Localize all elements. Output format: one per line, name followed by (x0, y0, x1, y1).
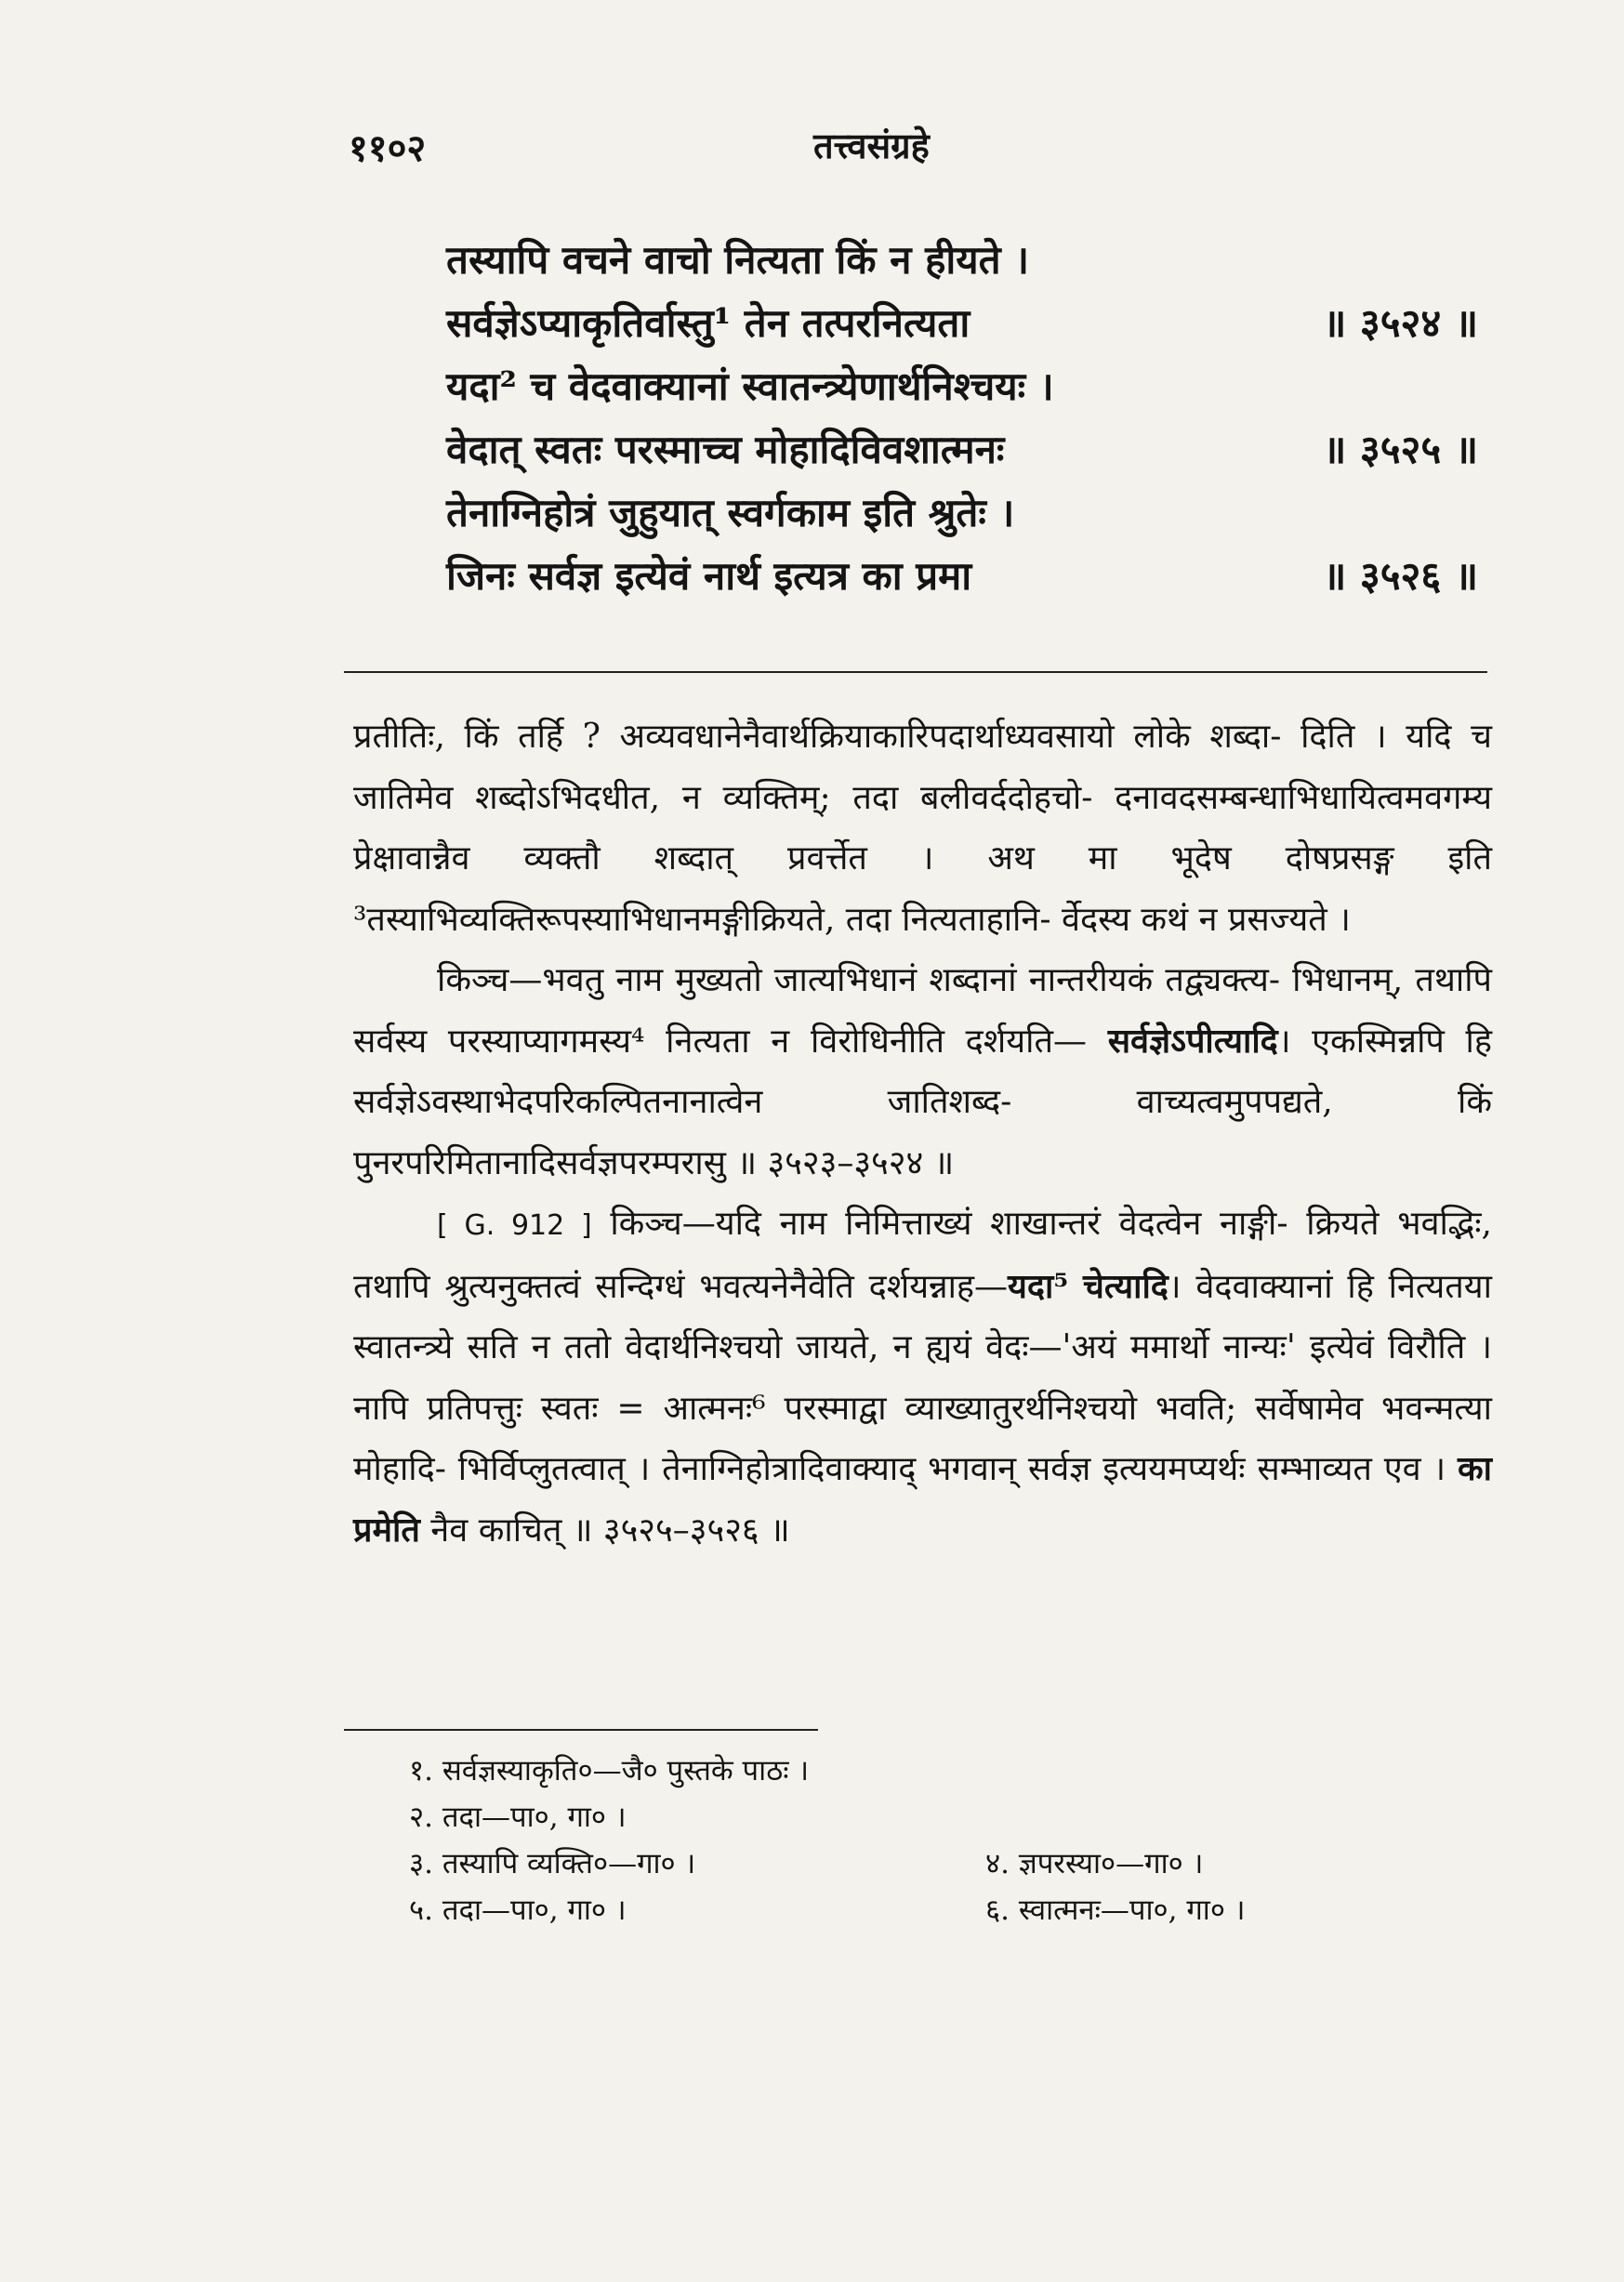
verse-line (446, 422, 1478, 485)
footnote: २. तदा—पा०, गा० । (409, 1801, 627, 1834)
verse-text: यदा² च वेदवाक्यानां स्वातन्त्र्येणार्थनिश्चयः । (446, 363, 1054, 409)
verse-number: ॥ ३५२६ ॥ (1323, 553, 1478, 599)
commentary-line: एव । (1383, 1450, 1458, 1488)
commentary-line: न ह्ययं वेदः—'अयं ममार्थो नान्यः' इत्येवं विरौति । नापि प्रतिपत्तुः स्वतः = (353, 1328, 1492, 1428)
footnote: ६. स्वात्मनः—पा०, गा० । (985, 1893, 1246, 1927)
pratika-quote: चेत्यादि (1082, 1266, 1168, 1306)
commentary-paragraph (353, 1194, 1492, 1561)
commentary-line: किञ्च—यदि नाम निमित्ताख्यं शाखान्तरं वेदत्वेन नाङ्गी- (591, 1205, 1288, 1243)
running-title: तत्त्वसंग्रहे (813, 125, 930, 166)
commentary-line: प्रतीतिः, किं तर्हि ? अव्यवधानेनैवार्थक्रियाकारिपदार्थाध्यवसायो लोके शब्दा- (353, 718, 1282, 756)
commentary-line: नैव काचित् ॥ ३५२५–३५२६ ॥ (419, 1510, 790, 1550)
verse-text: सर्वज्ञेऽप्याकृतिर्वास्तु¹ तेन तत्परनित्यता (446, 300, 970, 346)
verse-block (446, 232, 1478, 612)
commentary-line: किञ्च—भवतु नाम मुख्यतो जात्यभिधानं शब्दानां नान्तरीयकं तद्व्यक्त्य- (437, 961, 1281, 999)
footnote-row (409, 1748, 1478, 1794)
verse-number: ॥ ३५२४ ॥ (1323, 300, 1478, 346)
commentary-line: भिधानम्, तथापि सर्वस्य परस्याप्यागमस्य⁴ नित्यता न विरोधिनीति दर्शयति— (353, 961, 1492, 1061)
pratika-quote: का प्रमेति (353, 1449, 1492, 1550)
footnote-row (409, 1840, 1478, 1887)
commentary-line: र्वेदस्य कथं न प्रसज्यते । (1061, 900, 1351, 939)
pratika-quote: यदा⁵ (1008, 1266, 1069, 1306)
gaekwad-page-reference: [ G. 912 ] (437, 1209, 592, 1242)
commentary-block (353, 706, 1492, 1561)
commentary-line: दिति । यदि च जातिमेव शब्दोऽभिदधीत, न व्यक्तिम्; तदा बलीवर्ददोहचो- (353, 718, 1493, 817)
verse-text: वेदात् स्वतः परस्माच्च मोहादिविवशात्मनः (446, 427, 1005, 472)
verse-text: जिनः सर्वज्ञ इत्येवं नार्थ इत्यत्र का प्रमा (446, 553, 972, 599)
verse-text: तेनाग्निहोत्रं जुहुयात् स्वर्गकाम इति श्रुतेः । (446, 490, 1015, 535)
commentary-line: दनावदसम्बन्धाभिधायित्वमवगम्य प्रेक्षावान्नैव व्यक्तौ शब्दात् प्रवर्त्तेत । अथ मा भूदेष (353, 778, 1492, 877)
commentary-line: क्रियते भवद्भिः, तथापि श्रुत्यनुक्तत्वं सन्दिग्धं भवत्यनेनैवेति दर्शयन्नाह— (353, 1205, 1492, 1306)
verse-line (446, 485, 1478, 548)
commentary-line: । एकस्मिन्नपि हि सर्वज्ञेऽवस्थाभेदपरिकल्पितनानात्वेन जातिशब्द- (353, 1022, 1492, 1121)
commentary-line: वाच्यत्वमुपपद्यते, किं पुनरपरिमितानादिसर्वज्ञपरम्परासु ॥ ३५२३–३५२४ ॥ (353, 1083, 1493, 1182)
verse-text: तस्यापि वचने वाचो नित्यता किं न हीयते । (446, 237, 1030, 283)
commentary-paragraph (353, 950, 1492, 1194)
verse-number: ॥ ३५२५ ॥ (1323, 427, 1478, 472)
commentary-line: आत्मनः⁶ परस्माद्वा व्याख्यातुरर्थनिश्चयो भवति; सर्वेषामेव भवन्मत्या मोहादि- (353, 1389, 1492, 1488)
pratika-quote: सर्वज्ञेऽपीत्यादि (1107, 1021, 1278, 1061)
verse-divider (344, 671, 1487, 673)
verse-line (446, 359, 1478, 422)
footnote-row (409, 1887, 1478, 1933)
footnote: १. सर्वज्ञस्याकृति०—जै० पुस्तके पाठः । (409, 1754, 810, 1787)
verse-line (446, 232, 1478, 296)
footnotes-block (409, 1748, 1478, 1933)
footnote: ५. तदा—पा०, गा० । (409, 1893, 627, 1927)
page-number: ११०२ (349, 126, 427, 170)
footnote: ४. ज्ञपरस्या०—गा० । (985, 1847, 1204, 1880)
commentary-paragraph (353, 706, 1492, 950)
page-header (339, 121, 1520, 177)
verse-line (446, 548, 1478, 612)
commentary-line: । वेदवाक्यानां हि नित्यतया स्वातन्त्र्ये सति न ततो वेदार्थनिश्चयो जायते, (353, 1267, 1492, 1366)
commentary-line: दोषप्रसङ्ग इति ³तस्याभिव्यक्तिरूपस्याभिधानमङ्गीक्रियते, तदा नित्यताहानि- (353, 839, 1492, 939)
commentary-line: भिर्विप्लुतत्वात् । तेनाग्निहोत्रादिवाक्याद् भगवान् सर्वज्ञ इत्ययमप्यर्थः सम्भाव्यत (457, 1450, 1372, 1488)
footnote-divider (344, 1729, 818, 1731)
footnote-row (409, 1794, 1478, 1840)
footnote: ३. तस्यापि व्यक्ति०—गा० । (409, 1847, 696, 1880)
verse-line (446, 296, 1478, 359)
